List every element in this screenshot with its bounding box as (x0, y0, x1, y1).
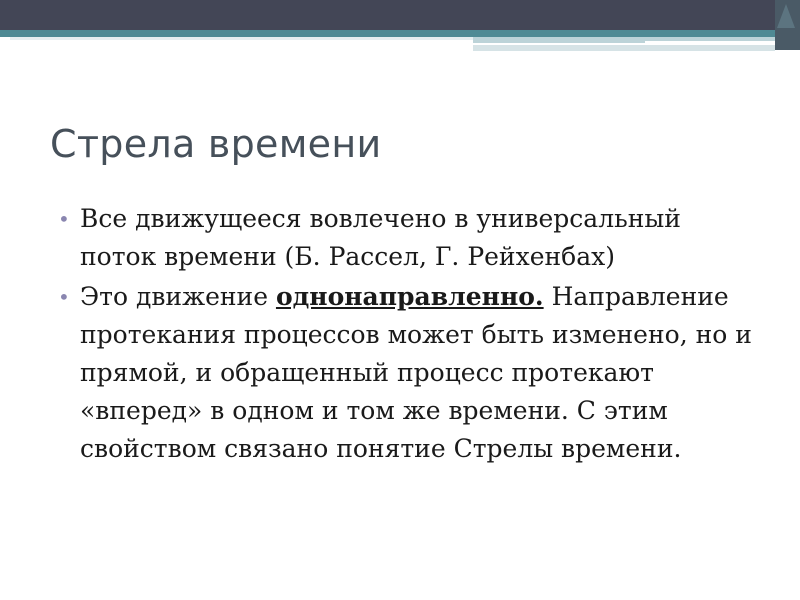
slide-title: Стрела времени (50, 122, 382, 166)
bullet-icon: • (58, 207, 70, 231)
bullet-icon: • (58, 285, 70, 309)
bullet-text-prefix: Это движение (80, 282, 276, 311)
header-accent-strip (10, 37, 473, 40)
bullet-item (58, 200, 758, 276)
header-accent-line (0, 30, 800, 37)
bullet-text-suffix: Направление протекания процессов может быть изменено, но и прямой, и обращенный процесс протекают «вперед» в одном и том же времени. С этим свойством связано понятие Стрелы времени. (80, 282, 752, 463)
bullet-text: Все движущееся вовлечено в универсальный поток времени (Б. Рассел, Г. Рейхенбах) (80, 204, 681, 271)
bullet-emphasis: однонаправленно. (275, 282, 544, 311)
header-accent-strip (473, 45, 775, 51)
bullet-item (58, 278, 758, 468)
corner-triangle-decoration (777, 4, 795, 28)
header-accent-strip (645, 41, 775, 44)
bullet-list (58, 200, 758, 470)
header-bar (0, 0, 800, 30)
